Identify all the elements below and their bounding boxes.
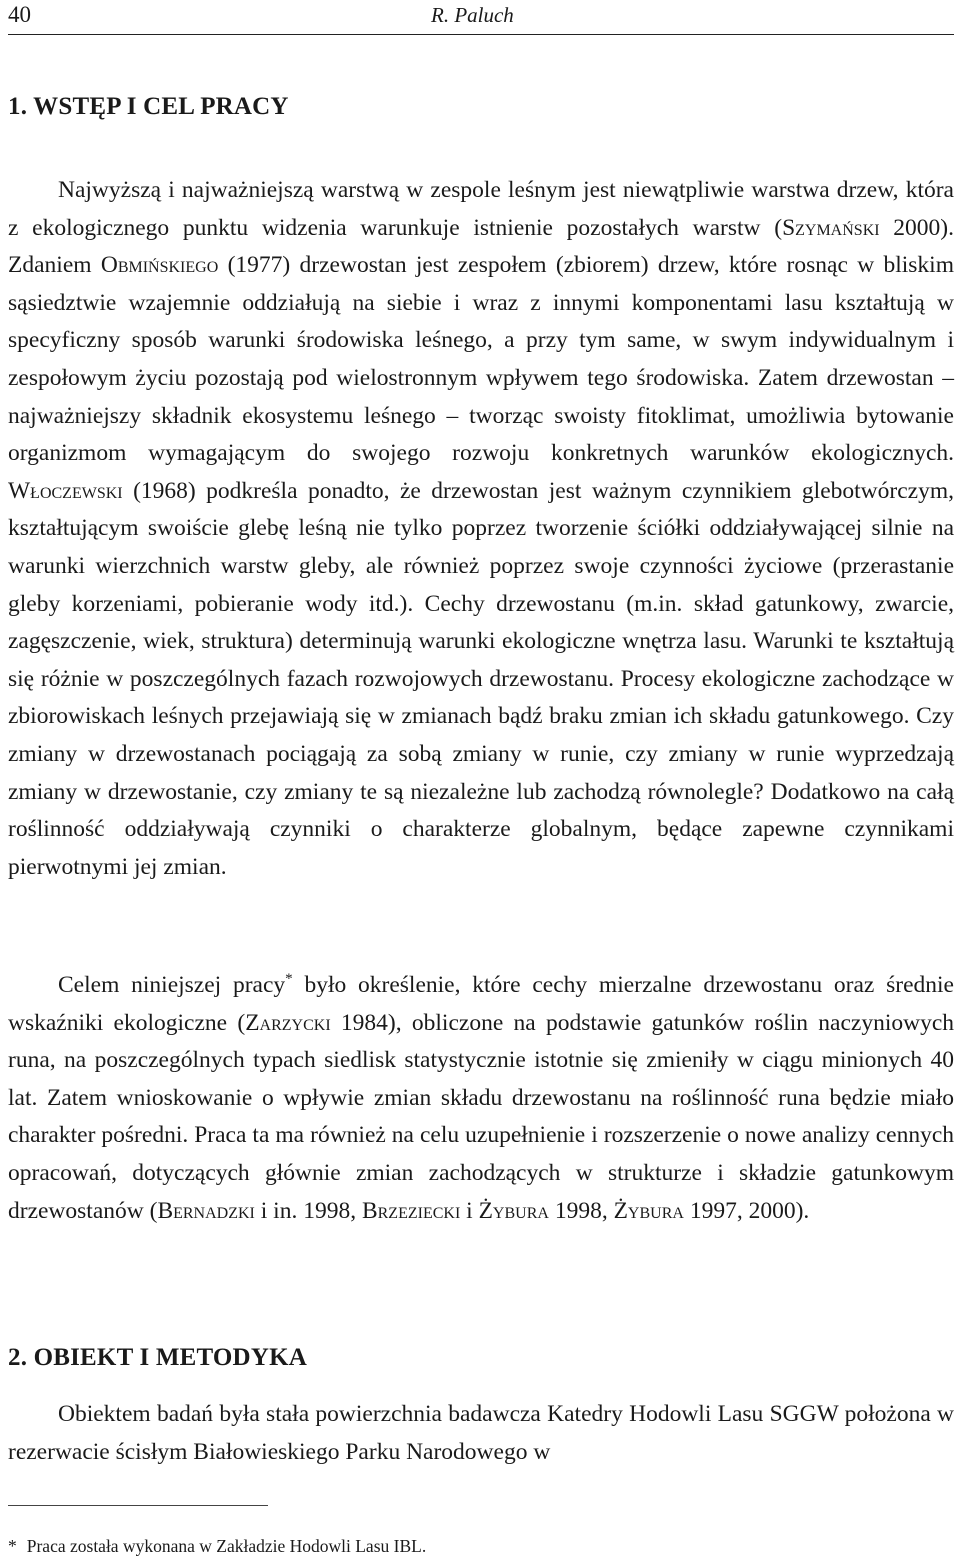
text-run: (1977) drzewostan jest zespołem (zbiorem) drzew, które rosnąc w bliskim sąsiedztwie wzajemnie oddziałują na siebie i wraz z innymi komponentami lasu kształtują w specyficzny sposób warunki środowiska leśnego, a przy tym same, w swym indywidualnym i zespołowym życiu pozostają pod wielostronnym wpływem tego środowiska. Zatem drzewostan – najważniejszy składnik ekosystemu leśnego – tworząc swoisty fitoklimat, umożliwia bytowanie organizmom wymagającym do swojego rozwoju konkretnych warunków ekologicznych. bbox=[8, 252, 954, 467]
text-run: było określenie, które cechy mierzalne drzewostanu oraz średnie wskaźniki ekologiczne ( bbox=[8, 972, 954, 1036]
text-run: 1998, bbox=[548, 1197, 614, 1224]
text-run: (1968) podkreśla ponadto, że drzewostan jest ważnym czynnikiem glebotwórczym, kształtującym swoiście glebę leśną nie tylko poprzez tworzenie ściółki oddziaływającej silnie na warunki wierzchnich warstw gleby, ale również poprzez swoje czynności życiowe (przerastanie gleby korzeniami, pobieranie wody itd.). Cechy drzewostanu (m.in. skład gatunkowy, zwarcie, zagęszczenie, wiek, struktura) determinują warunki ekologiczne wnętrza lasu. Warunki te kształtują się różnie w poszczególnych fazach rozwojowych drzewostanu. Procesy ekologiczne zachodzące w zbiorowiskach leśnych przejawiają się w zmianach bądź braku zmian ich składu gatunkowego. Czy zmiany w drzewostanach pociągają za sobą zmiany w runie, czy zmiany w runie wyprzedzają zmiany w drzewostanie, czy zmiany te są niezależne lub zachodzą równolegle? Dodatkowo na całą roślinność oddziaływają czynniki o charakterze globalnym, będące zapewne czynnikami pierwotnymi jej zmian. bbox=[8, 477, 954, 880]
running-head-author: R. Paluch bbox=[431, 3, 514, 27]
footnote-reference: * bbox=[285, 971, 293, 987]
text-run: 1984), obliczone na podstawie gatunków roślin naczyniowych runa, na poszczególnych typach siedlisk statystycznie istotnie się zmieniły w ciągu minionych 40 lat. Zatem wnioskowanie o wpływie zmian składu drzewostanu na roślinność runa będzie miało charakter pośredni. Praca ta ma również na celu uzupełnienie i rozszerzenie o nowe analizy cennych opracowań, dotyczących głównie zmian zachodzących w strukturze i składzie gatunkowym drzewostanów ( bbox=[8, 1009, 954, 1224]
text-run: Celem niniejszej pracy bbox=[58, 972, 286, 998]
paragraph-introduction-1 bbox=[8, 172, 954, 886]
author-citation: Szymański bbox=[782, 214, 880, 241]
author-citation: Zarzycki bbox=[245, 1009, 331, 1036]
text-run: Obiektem badań była stała powierzchnia badawcza Katedry Hodowli Lasu SGGW położona w rezerwacie ścisłym Białowieskiego Parku Narodowego w bbox=[8, 1401, 954, 1465]
text-run: 2000). Zdaniem bbox=[8, 214, 954, 279]
footnote-text: Praca została wykonana w Zakładzie Hodowli Lasu IBL. bbox=[26, 1536, 427, 1556]
text-run: Najwyższą i najważniejszą warstwą w zespole leśnym jest niewątpliwie warstwa drzew, która z ekologicznego punktu widzenia warunkuje istnienie pozostałych warstw ( bbox=[8, 177, 954, 241]
text-run: i bbox=[460, 1197, 479, 1224]
page bbox=[8, 0, 954, 1565]
author-citation: Żybura bbox=[613, 1197, 684, 1224]
author-citation: Brzeziecki bbox=[361, 1197, 461, 1224]
author-citation: Żybura bbox=[478, 1197, 549, 1224]
footnote bbox=[8, 1536, 426, 1557]
footnote-mark: * bbox=[8, 1536, 17, 1556]
section-heading-introduction: 1. WSTĘP I CEL PRACY bbox=[8, 93, 289, 120]
author-citation: Włoczewski bbox=[8, 477, 123, 504]
author-citation: Obmińskiego bbox=[100, 252, 219, 279]
paragraph-introduction-2 bbox=[8, 967, 954, 1230]
footnote-rule bbox=[8, 1505, 268, 1506]
page-number: 40 bbox=[8, 2, 31, 27]
section-heading-methods: 2. OBIEKT I METODYKA bbox=[8, 1344, 307, 1371]
running-header bbox=[8, 0, 954, 35]
author-citation: Bernadzki bbox=[157, 1197, 255, 1224]
text-run: 1997, 2000). bbox=[683, 1197, 810, 1224]
text-run: i in. 1998, bbox=[254, 1197, 362, 1224]
paragraph-methods-1 bbox=[8, 1396, 954, 1471]
